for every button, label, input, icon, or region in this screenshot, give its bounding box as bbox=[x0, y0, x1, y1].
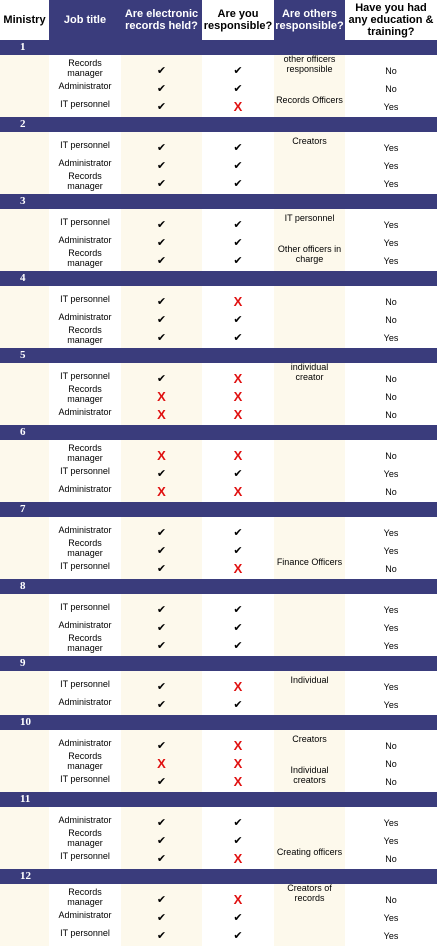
table-row bbox=[0, 403, 437, 421]
training-answer: No bbox=[385, 759, 397, 769]
ministry-number: 1 bbox=[20, 41, 26, 53]
table-row bbox=[0, 367, 437, 385]
job-title-cell: Records manager bbox=[67, 171, 103, 191]
ministry-number: 12 bbox=[20, 870, 31, 882]
job-title-cell: Administrator bbox=[58, 910, 112, 920]
others-responsible-note: Records Officers bbox=[276, 95, 343, 105]
job-title-cell: Records manager bbox=[67, 887, 103, 907]
table-row bbox=[0, 154, 437, 172]
table-row bbox=[0, 77, 437, 95]
job-title-cell: IT personnel bbox=[60, 99, 110, 109]
ministry-number: 7 bbox=[20, 503, 26, 515]
check-mark-icon: ✔ bbox=[233, 158, 243, 172]
training-answer: No bbox=[385, 895, 397, 905]
job-title-cell: IT personnel bbox=[60, 294, 110, 304]
cross-mark-icon: X bbox=[233, 560, 243, 576]
ministry-number: 3 bbox=[20, 195, 26, 207]
check-mark-icon: ✔ bbox=[233, 620, 243, 634]
check-mark-icon: ✔ bbox=[156, 235, 167, 249]
others-responsible-note: Individual bbox=[290, 675, 329, 685]
ministry-number: 4 bbox=[20, 272, 26, 284]
ministry-band bbox=[0, 869, 437, 884]
check-mark-icon: ✔ bbox=[156, 561, 167, 575]
cross-mark-icon: X bbox=[157, 388, 166, 404]
job-title-cell: Records manager bbox=[67, 633, 103, 653]
job-title-cell: Records manager bbox=[67, 248, 103, 268]
training-answer: No bbox=[385, 315, 397, 325]
job-title-cell: Administrator bbox=[58, 235, 112, 245]
ministry-band bbox=[0, 715, 437, 730]
table-row bbox=[0, 95, 437, 113]
cross-mark-icon: X bbox=[233, 388, 243, 404]
training-answer: Yes bbox=[383, 256, 399, 266]
others-responsible-note: Individual creators bbox=[290, 765, 329, 785]
check-mark-icon: ✔ bbox=[156, 851, 167, 865]
training-answer: Yes bbox=[383, 836, 399, 846]
training-answer: Yes bbox=[383, 469, 399, 479]
header-job-title: Job title bbox=[49, 0, 121, 40]
check-mark-icon: ✔ bbox=[156, 543, 167, 557]
training-answer: No bbox=[385, 777, 397, 787]
check-mark-icon: ✔ bbox=[156, 697, 167, 711]
check-mark-icon: ✔ bbox=[156, 833, 167, 847]
training-answer: Yes bbox=[383, 220, 399, 230]
table-row bbox=[0, 326, 437, 344]
others-responsible-note: Creating officers bbox=[276, 847, 343, 857]
check-mark-icon: ✔ bbox=[156, 63, 167, 77]
job-title-cell: IT personnel bbox=[60, 466, 110, 476]
training-answer: Yes bbox=[383, 161, 399, 171]
training-answer: No bbox=[385, 854, 397, 864]
job-title-cell: Administrator bbox=[58, 484, 112, 494]
table-row bbox=[0, 924, 437, 942]
table-row bbox=[0, 539, 437, 557]
check-mark-icon: ✔ bbox=[156, 330, 167, 344]
training-answer: Yes bbox=[383, 623, 399, 633]
check-mark-icon: ✔ bbox=[156, 158, 167, 172]
check-mark-icon: ✔ bbox=[156, 602, 167, 616]
job-title-cell: Administrator bbox=[58, 81, 112, 91]
check-mark-icon: ✔ bbox=[233, 330, 243, 344]
header-training: Have you had any education & training? bbox=[345, 0, 437, 40]
job-title-cell: Administrator bbox=[58, 697, 112, 707]
table-row bbox=[0, 675, 437, 693]
table-row bbox=[0, 847, 437, 865]
check-mark-icon: ✔ bbox=[156, 81, 167, 95]
training-answer: Yes bbox=[383, 333, 399, 343]
check-mark-icon: ✔ bbox=[156, 217, 167, 231]
job-title-cell: IT personnel bbox=[60, 774, 110, 784]
table-row bbox=[0, 770, 437, 788]
check-mark-icon: ✔ bbox=[233, 525, 243, 539]
training-answer: Yes bbox=[383, 605, 399, 615]
cross-mark-icon: X bbox=[233, 406, 243, 422]
ministry-band bbox=[0, 271, 437, 286]
cross-mark-icon: X bbox=[233, 737, 243, 753]
others-responsible-note: Other officers in charge bbox=[277, 244, 342, 264]
training-answer: No bbox=[385, 392, 397, 402]
job-title-cell: Administrator bbox=[58, 815, 112, 825]
cross-mark-icon: X bbox=[233, 98, 243, 114]
header-ministry: Ministry bbox=[0, 0, 49, 40]
job-title-cell: Records manager bbox=[67, 538, 103, 558]
check-mark-icon: ✔ bbox=[233, 312, 243, 326]
check-mark-icon: ✔ bbox=[233, 235, 243, 249]
table-row bbox=[0, 480, 437, 498]
header-responsible: Are you responsible? bbox=[202, 0, 274, 40]
check-mark-icon: ✔ bbox=[156, 176, 167, 190]
check-mark-icon: ✔ bbox=[156, 140, 167, 154]
cross-mark-icon: X bbox=[157, 483, 166, 499]
table-row bbox=[0, 444, 437, 462]
ministry-number: 5 bbox=[20, 349, 26, 361]
check-mark-icon: ✔ bbox=[156, 892, 167, 906]
table-row bbox=[0, 59, 437, 77]
others-responsible-note: IT personnel bbox=[284, 213, 335, 223]
check-mark-icon: ✔ bbox=[233, 928, 243, 942]
check-mark-icon: ✔ bbox=[233, 638, 243, 652]
check-mark-icon: ✔ bbox=[233, 466, 243, 480]
training-answer: Yes bbox=[383, 143, 399, 153]
check-mark-icon: ✔ bbox=[156, 620, 167, 634]
check-mark-icon: ✔ bbox=[233, 910, 243, 924]
others-responsible-note: other officers responsible bbox=[283, 54, 336, 74]
others-responsible-note: individual creator bbox=[290, 362, 329, 382]
cross-mark-icon: X bbox=[233, 370, 243, 386]
ministry-band bbox=[0, 348, 437, 363]
check-mark-icon: ✔ bbox=[233, 140, 243, 154]
training-answer: No bbox=[385, 374, 397, 384]
training-answer: No bbox=[385, 741, 397, 751]
training-answer: No bbox=[385, 297, 397, 307]
check-mark-icon: ✔ bbox=[156, 928, 167, 942]
cross-mark-icon: X bbox=[157, 755, 166, 771]
check-mark-icon: ✔ bbox=[233, 217, 243, 231]
table-row bbox=[0, 521, 437, 539]
training-answer: Yes bbox=[383, 546, 399, 556]
job-title-cell: Records manager bbox=[67, 751, 103, 771]
cross-mark-icon: X bbox=[233, 293, 243, 309]
check-mark-icon: ✔ bbox=[233, 253, 243, 267]
training-answer: No bbox=[385, 410, 397, 420]
training-answer: Yes bbox=[383, 818, 399, 828]
ministry-band bbox=[0, 792, 437, 807]
ministry-band bbox=[0, 117, 437, 132]
cross-mark-icon: X bbox=[233, 755, 243, 771]
check-mark-icon: ✔ bbox=[156, 738, 167, 752]
training-answer: Yes bbox=[383, 700, 399, 710]
ministry-band bbox=[0, 40, 437, 55]
job-title-cell: Administrator bbox=[58, 312, 112, 322]
check-mark-icon: ✔ bbox=[156, 371, 167, 385]
check-mark-icon: ✔ bbox=[156, 638, 167, 652]
job-title-cell: IT personnel bbox=[60, 217, 110, 227]
cross-mark-icon: X bbox=[233, 447, 243, 463]
table-row bbox=[0, 634, 437, 652]
check-mark-icon: ✔ bbox=[233, 815, 243, 829]
check-mark-icon: ✔ bbox=[233, 833, 243, 847]
cross-mark-icon: X bbox=[233, 850, 243, 866]
ministry-band bbox=[0, 579, 437, 594]
check-mark-icon: ✔ bbox=[156, 774, 167, 788]
job-title-cell: IT personnel bbox=[60, 561, 110, 571]
table-row bbox=[0, 811, 437, 829]
training-answer: Yes bbox=[383, 913, 399, 923]
table-row bbox=[0, 308, 437, 326]
table-row bbox=[0, 616, 437, 634]
table-row bbox=[0, 829, 437, 847]
ministry-band bbox=[0, 425, 437, 440]
training-answer: No bbox=[385, 487, 397, 497]
table-row bbox=[0, 231, 437, 249]
check-mark-icon: ✔ bbox=[233, 63, 243, 77]
ministry-number: 6 bbox=[20, 426, 26, 438]
ministry-number: 2 bbox=[20, 118, 26, 130]
table-row bbox=[0, 172, 437, 190]
training-answer: No bbox=[385, 66, 397, 76]
training-answer: Yes bbox=[383, 641, 399, 651]
job-title-cell: Records manager bbox=[67, 443, 103, 463]
table-row bbox=[0, 752, 437, 770]
training-answer: Yes bbox=[383, 528, 399, 538]
table-row bbox=[0, 693, 437, 711]
check-mark-icon: ✔ bbox=[233, 176, 243, 190]
cross-mark-icon: X bbox=[157, 447, 166, 463]
others-responsible-note: Creators bbox=[292, 136, 327, 146]
check-mark-icon: ✔ bbox=[156, 294, 167, 308]
check-mark-icon: ✔ bbox=[156, 253, 167, 267]
check-mark-icon: ✔ bbox=[233, 81, 243, 95]
check-mark-icon: ✔ bbox=[156, 525, 167, 539]
job-title-cell: Administrator bbox=[58, 738, 112, 748]
job-title-cell: Administrator bbox=[58, 525, 112, 535]
ministry-band bbox=[0, 656, 437, 671]
check-mark-icon: ✔ bbox=[156, 466, 167, 480]
job-title-cell: IT personnel bbox=[60, 371, 110, 381]
job-title-cell: Administrator bbox=[58, 407, 112, 417]
check-mark-icon: ✔ bbox=[233, 543, 243, 557]
check-mark-icon: ✔ bbox=[156, 679, 167, 693]
others-responsible-note: Finance Officers bbox=[276, 557, 343, 567]
job-title-cell: IT personnel bbox=[60, 602, 110, 612]
check-mark-icon: ✔ bbox=[156, 312, 167, 326]
check-mark-icon: ✔ bbox=[233, 602, 243, 616]
table-row bbox=[0, 734, 437, 752]
ministry-number: 8 bbox=[20, 580, 26, 592]
check-mark-icon: ✔ bbox=[156, 815, 167, 829]
job-title-cell: Administrator bbox=[58, 158, 112, 168]
cross-mark-icon: X bbox=[233, 483, 243, 499]
cross-mark-icon: X bbox=[157, 406, 166, 422]
training-answer: No bbox=[385, 84, 397, 94]
job-title-cell: Records manager bbox=[67, 58, 103, 78]
header-others-responsible: Are others responsible? bbox=[274, 0, 345, 40]
table-row bbox=[0, 888, 437, 906]
table-row bbox=[0, 249, 437, 267]
job-title-cell: IT personnel bbox=[60, 140, 110, 150]
training-answer: No bbox=[385, 564, 397, 574]
ministry-number: 10 bbox=[20, 716, 31, 728]
job-title-cell: IT personnel bbox=[60, 851, 110, 861]
ministry-number: 9 bbox=[20, 657, 26, 669]
cross-mark-icon: X bbox=[233, 891, 243, 907]
table-row bbox=[0, 906, 437, 924]
job-title-cell: Administrator bbox=[58, 620, 112, 630]
job-title-cell: IT personnel bbox=[60, 679, 110, 689]
job-title-cell: Records manager bbox=[67, 384, 103, 404]
training-answer: Yes bbox=[383, 102, 399, 112]
ministry-number: 11 bbox=[20, 793, 31, 805]
ministry-band bbox=[0, 194, 437, 209]
table-row bbox=[0, 136, 437, 154]
table-row bbox=[0, 598, 437, 616]
training-answer: No bbox=[385, 451, 397, 461]
training-answer: Yes bbox=[383, 238, 399, 248]
check-mark-icon: ✔ bbox=[156, 99, 167, 113]
training-answer: Yes bbox=[383, 682, 399, 692]
table-row bbox=[0, 462, 437, 480]
job-title-cell: Records manager bbox=[67, 828, 103, 848]
header-electronic-records: Are electronic records held? bbox=[121, 0, 202, 40]
cross-mark-icon: X bbox=[233, 678, 243, 694]
job-title-cell: Records manager bbox=[67, 325, 103, 345]
training-answer: Yes bbox=[383, 931, 399, 941]
check-mark-icon: ✔ bbox=[156, 910, 167, 924]
others-responsible-note: Creators bbox=[292, 734, 327, 744]
table-row bbox=[0, 290, 437, 308]
table-row bbox=[0, 385, 437, 403]
check-mark-icon: ✔ bbox=[233, 697, 243, 711]
training-answer: Yes bbox=[383, 179, 399, 189]
others-responsible-note: Creators of records bbox=[287, 883, 332, 903]
table-row bbox=[0, 213, 437, 231]
cross-mark-icon: X bbox=[233, 773, 243, 789]
ministry-band bbox=[0, 502, 437, 517]
table-row bbox=[0, 557, 437, 575]
job-title-cell: IT personnel bbox=[60, 928, 110, 938]
